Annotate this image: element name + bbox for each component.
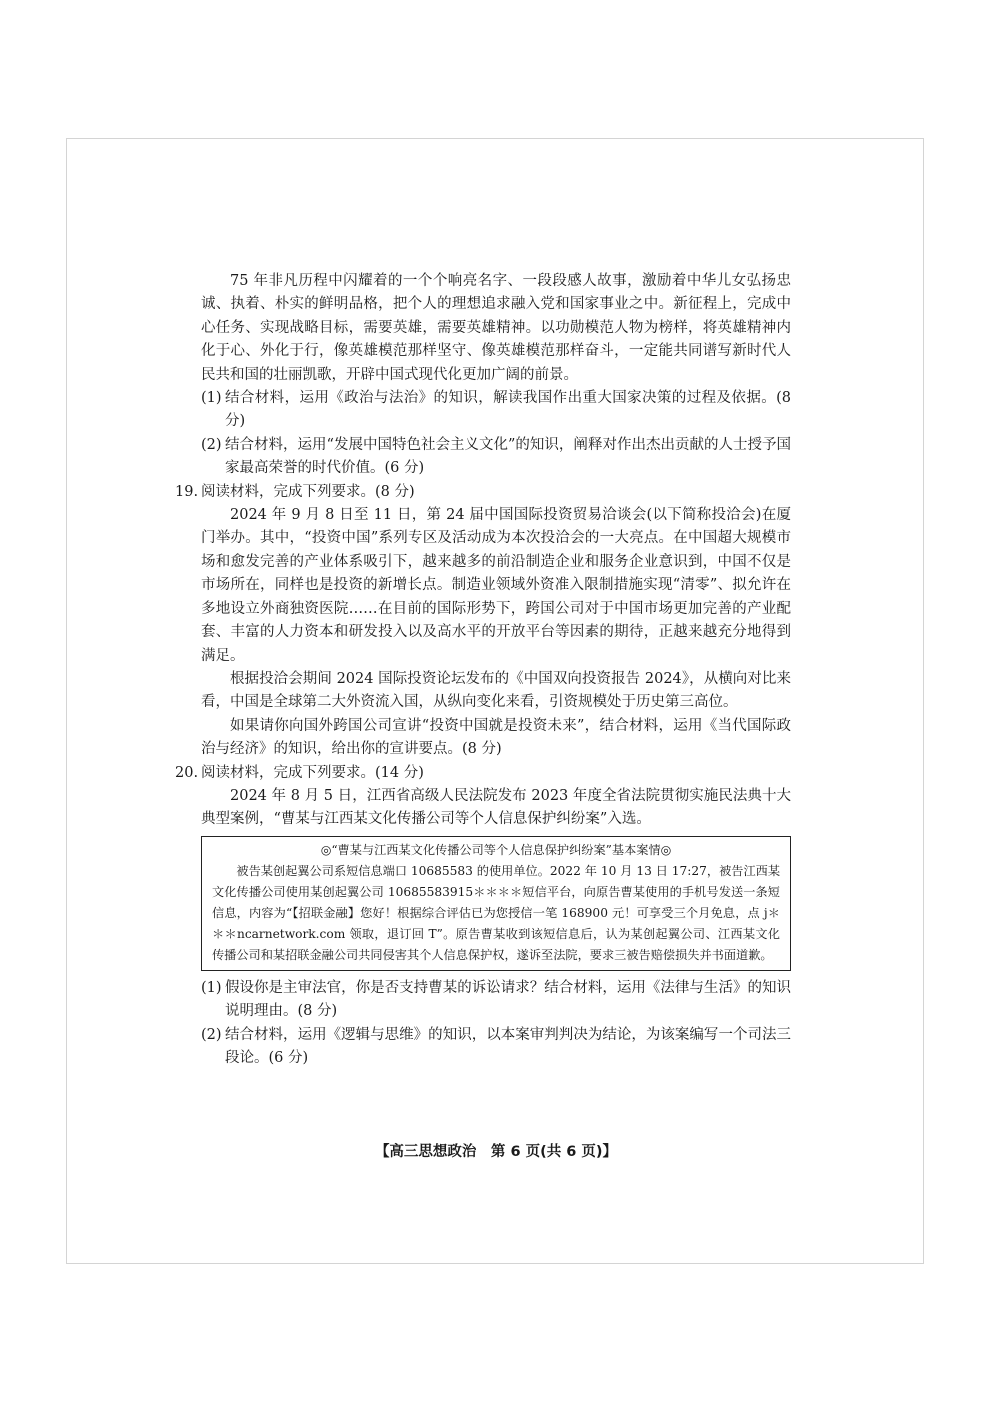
question-text: 结合材料，运用《逻辑与思维》的知识，以本案审判判决为结论，为该案编写一个司法三段论。(6 分)	[225, 1026, 791, 1066]
question-number: (1)	[201, 979, 222, 996]
question-number: 20.	[175, 764, 199, 781]
question-title: 阅读材料，完成下列要求。(8 分)	[201, 483, 415, 500]
question-number: 19.	[175, 483, 199, 500]
question-19-header	[175, 481, 791, 504]
intro-question-2	[201, 434, 791, 481]
question-number: (1)	[201, 390, 222, 407]
question-text: 假设你是主审法官，你是否支持曹某的诉讼请求？结合材料，运用《法律与生活》的知识说明理由。(8 分)	[225, 979, 791, 1020]
q19-paragraph-1: 2024 年 9 月 8 日至 11 日，第 24 届中国国际投资贸易洽谈会(以下简称投洽会)在厦门举办。其中，“投资中国”系列专区及活动成为本次投洽会的一大亮点。在中国超大规模市场和愈发完善的产业体系吸引下，越来越多的前沿制造企业和服务企业意识到，中国不仅是市场所在，同样也是投资的新增长点。制造业领域外资准入限制措施实现“清零”、拟允许在多地设立外商独资医院……在目前的国际形势下，跨国公司对于中国市场更加完善的产业配套、丰富的人力资本和研发投入以及高水平的开放平台等因素的期待，正越来越充分地得到满足。	[201, 507, 791, 664]
case-box-title: ◎“曹某与江西某文化传播公司等个人信息保护纠纷案”基本案情◎	[320, 842, 672, 857]
question-text: 结合材料，运用“发展中国特色社会主义文化”的知识，阐释对作出杰出贡献的人士授予国家最高荣誉的时代价值。(6 分)	[225, 436, 791, 477]
q19-paragraph-2: 根据投洽会期间 2024 国际投资论坛发布的《中国双向投资报告 2024》，从横向对比来看，中国是全球第二大外资流入国，从纵向变化来看，引资规模处于历史第三高位。	[201, 670, 791, 711]
intro-question-1	[201, 387, 791, 434]
question-20-header	[175, 762, 791, 785]
question-number: (2)	[201, 1026, 222, 1043]
q20-question-1	[201, 977, 791, 1024]
q20-paragraph-1: 2024 年 8 月 5 日，江西省高级人民法院发布 2023 年度全省法院贯彻实施民法典十大典型案例，“曹某与江西某文化传播公司等个人信息保护纠纷案”入选。	[201, 787, 791, 828]
intro-paragraph: 75 年非凡历程中闪耀着的一个个响亮名字、一段段感人故事，激励着中华儿女弘扬忠诚、执着、朴实的鲜明品格，把个人的理想追求融入党和国家事业之中。新征程上，完成中心任务、实现战略目标，需要英雄，需要英雄精神。以功勋模范人物为榜样，将英雄精神内化于心、外化于行，像英雄模范那样坚守、像英雄模范那样奋斗，一定能共同谱写新时代人民共和国的壮丽凯歌，开辟中国式现代化更加广阔的前景。	[201, 273, 791, 383]
page-footer: 【高三思想政治 第 6 页(共 6 页)】	[374, 1144, 618, 1160]
question-title: 阅读材料，完成下列要求。(14 分)	[201, 764, 424, 781]
case-box	[201, 836, 791, 971]
q19-paragraph-3: 如果请你向国外跨国公司宣讲“投资中国就是投资未来”，结合材料，运用《当代国际政治与经济》的知识，给出你的宣讲要点。(8 分)	[201, 717, 791, 758]
question-number: (2)	[201, 436, 222, 453]
q20-question-2	[201, 1024, 791, 1071]
question-text: 结合材料，运用《政治与法治》的知识，解读我国作出重大国家决策的过程及依据。(8 分)	[225, 390, 791, 430]
case-box-body: 被告某创起翼公司系短信息端口 10685583 的使用单位。2022 年 10 月 13 日 17:27，被告江西某文化传播公司使用某创起翼公司 10685583915＊＊＊＊短信平台，向原告曹某使用的手机号发送一条短信息，内容为“【招联金融】您好！根据综合评估已为您授信一笔 168900 元！可享受三个月免息，点 j＊＊＊ncarnetwork.com 领取，退订回 T”。原告曹某收到该短信息后，认为某创起翼公司、江西某文化传播公司和某招联金融公司共同侵害其个人信息保护权，遂诉至法院，要求三被告赔偿损失并书面道歉。	[212, 863, 781, 962]
exam-content	[175, 270, 791, 1070]
